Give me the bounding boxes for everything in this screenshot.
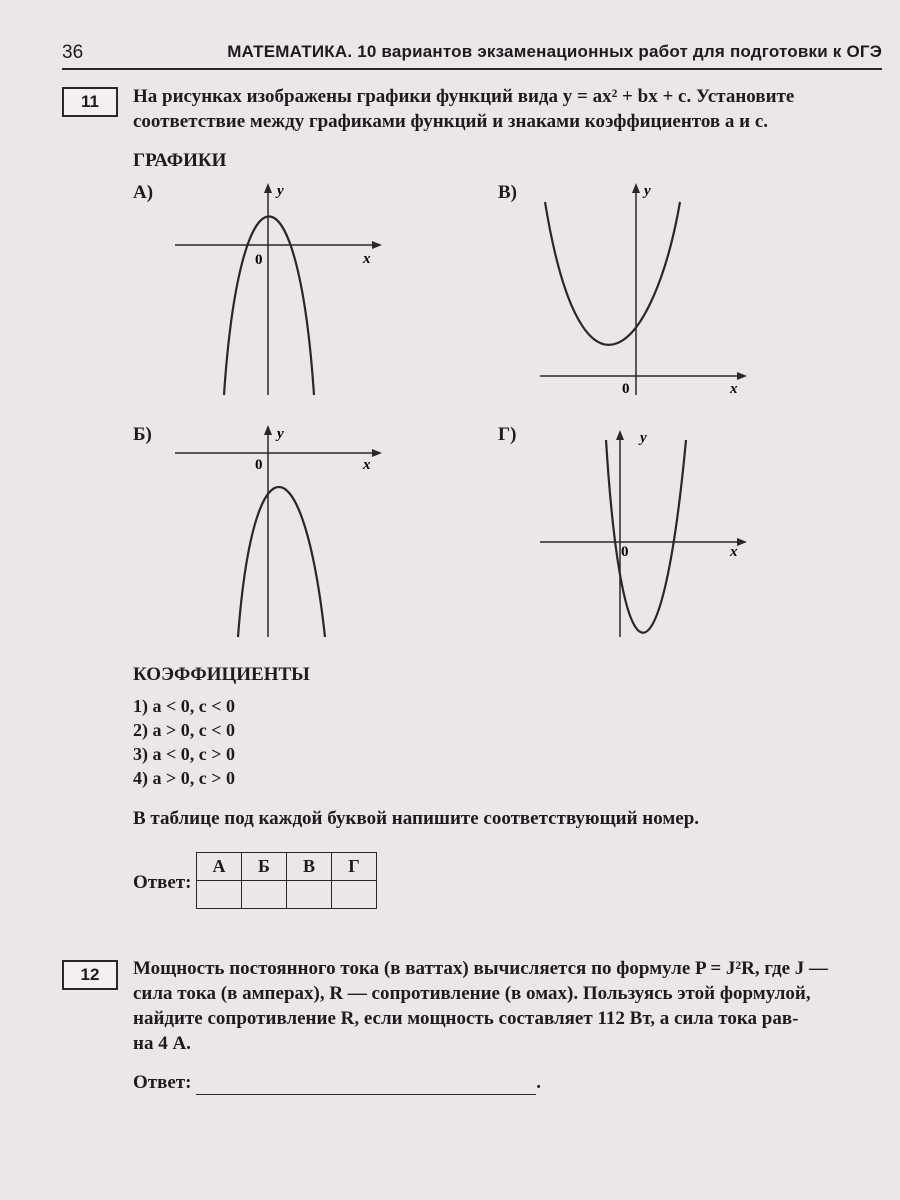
graph-b-label: Б) (133, 424, 152, 445)
task-12-answer-line[interactable] (196, 1074, 536, 1095)
graph-v-y-arrow-icon (632, 183, 640, 193)
task-11-answer-label: Ответ: (133, 872, 192, 893)
graph-g-y-arrow-icon (616, 430, 624, 440)
graph-g-x-label: x (730, 544, 738, 560)
graph-g-label: Г) (498, 424, 517, 445)
coefficients-list (133, 694, 235, 790)
task-11-statement (133, 84, 893, 134)
task-12-answer-row (133, 1070, 541, 1095)
running-head (62, 40, 882, 70)
graph-b-origin: 0 (255, 457, 263, 473)
graph-g-y-label: y (640, 430, 647, 446)
graph-a (175, 180, 390, 400)
graph-a-parabola (224, 217, 314, 396)
graph-v-origin: 0 (622, 381, 630, 397)
graph-v-x-arrow-icon (737, 372, 747, 380)
graph-b-x-label: x (363, 457, 371, 473)
task-12-line-2: сила тока (в амперах), R — сопротивление (в омах). Пользуясь этой формулой, (133, 983, 811, 1004)
answer-cell-v[interactable] (287, 881, 332, 909)
book-title: МАТЕМАТИКА. 10 вариантов экзаменационных работ для подготовки к ОГЭ (227, 42, 882, 61)
task-12-answer-end: . (536, 1072, 541, 1093)
coefficients-heading: КОЭФФИЦИЕНТЫ (133, 664, 310, 685)
task-12-line-1: Мощность постоянного тока (в ваттах) вычисляется по формуле P = J²R, где J — (133, 958, 829, 979)
answer-cell-b[interactable] (242, 881, 287, 909)
task-11-instruction: В таблице под каждой буквой напишите соответствующий номер. (133, 808, 700, 829)
coefficient-option-4: 4) a > 0, c > 0 (133, 768, 235, 788)
graph-a-x-label: x (363, 251, 371, 267)
graph-v-parabola (545, 202, 680, 345)
graph-g-x-arrow-icon (737, 538, 747, 546)
graph-b-parabola (238, 487, 325, 637)
answer-header-g: Г (332, 853, 377, 881)
task-11-line-1: На рисунках изображены графики функций вида y = ax² + bx + c. Установите (133, 86, 795, 107)
graph-v-y-label: y (644, 183, 651, 199)
task-11-line-2: соответствие между графиками функций и знаками коэффициентов a и c. (133, 111, 769, 132)
graph-v (540, 180, 755, 400)
task-11-answer-table (196, 852, 377, 909)
answer-header-v: В (287, 853, 332, 881)
graph-a-label: А) (133, 182, 154, 203)
graph-g (540, 422, 755, 642)
answer-cell-a[interactable] (197, 881, 242, 909)
graphs-heading: ГРАФИКИ (133, 150, 227, 171)
graph-g-origin: 0 (621, 544, 629, 560)
task-12-statement (133, 956, 893, 1056)
task-12-line-3: найдите сопротивление R, если мощность составляет 112 Вт, а сила тока рав- (133, 1008, 799, 1029)
coefficient-option-2: 2) a > 0, c < 0 (133, 720, 235, 740)
page-number: 36 (62, 42, 84, 63)
graph-g-parabola (606, 440, 686, 633)
graph-b-y-arrow-icon (264, 425, 272, 435)
answer-cell-g[interactable] (332, 881, 377, 909)
coefficient-option-3: 3) a < 0, c > 0 (133, 744, 235, 764)
graph-a-y-label: y (277, 183, 284, 199)
coefficient-option-1: 1) a < 0, c < 0 (133, 696, 235, 716)
task-12-line-4: на 4 А. (133, 1033, 191, 1054)
header-rule (62, 68, 882, 70)
graph-a-x-arrow-icon (372, 241, 382, 249)
task-11-number: 11 (62, 87, 118, 117)
graph-v-label: В) (498, 182, 517, 203)
task-12-answer-label: Ответ: (133, 1072, 192, 1093)
graph-a-y-arrow-icon (264, 183, 272, 193)
graph-b-y-label: y (277, 426, 284, 442)
answer-header-b: Б (242, 853, 287, 881)
answer-header-a: А (197, 853, 242, 881)
graph-b-x-arrow-icon (372, 449, 382, 457)
graph-v-x-label: x (730, 381, 738, 397)
task-12-number: 12 (62, 960, 118, 990)
graph-a-origin: 0 (255, 252, 263, 268)
graph-b (175, 422, 390, 642)
